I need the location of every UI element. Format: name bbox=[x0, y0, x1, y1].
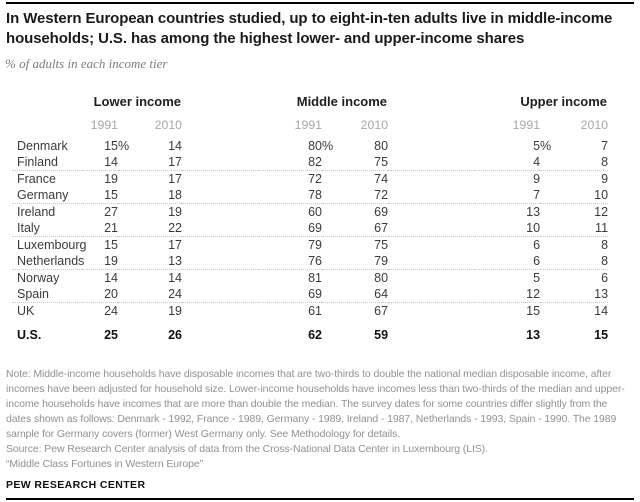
value-cell: 15 bbox=[104, 238, 118, 252]
value-cell: 10 bbox=[540, 187, 608, 204]
value-cell: 25 bbox=[104, 328, 118, 342]
value-cell: 22 bbox=[118, 220, 182, 237]
table-row-denmark bbox=[12, 138, 608, 154]
table-row-uk bbox=[12, 303, 608, 320]
value-cell: 62 bbox=[308, 328, 323, 342]
value-cell: 5% bbox=[533, 139, 552, 153]
income-tier-table bbox=[12, 94, 608, 343]
value-cell: 6 bbox=[533, 238, 541, 252]
year-header-middle-1991: 1991 bbox=[294, 118, 323, 132]
year-header-middle-2010: 2010 bbox=[360, 118, 389, 132]
table-row-finland bbox=[12, 154, 608, 171]
year-header-lower-2010: 2010 bbox=[154, 118, 183, 132]
chart-title: In Western European countries studied, up to eight-in-ten adults live in middle-income households; U.S. has among the highest lower- and upper-income shares bbox=[6, 10, 613, 47]
value-cell: 8 bbox=[540, 253, 608, 270]
country-label: Ireland bbox=[17, 205, 56, 219]
value-cell: 81 bbox=[308, 271, 323, 285]
value-cell: 64 bbox=[322, 286, 388, 303]
value-cell: 8 bbox=[601, 238, 609, 252]
value-cell: 14 bbox=[168, 139, 183, 153]
table-row-luxembourg bbox=[12, 237, 608, 254]
table-row-us bbox=[12, 327, 608, 343]
value-cell: 79 bbox=[308, 238, 323, 252]
value-cell: 21 bbox=[82, 220, 118, 237]
value-cell: 5 bbox=[533, 271, 541, 285]
column-group-upper-income: Upper income bbox=[520, 94, 608, 109]
value-cell: 74 bbox=[374, 172, 389, 186]
value-cell: 4 bbox=[474, 154, 540, 171]
value-cell: 17 bbox=[168, 238, 183, 252]
value-cell: 15 bbox=[82, 187, 118, 204]
column-group-header-row bbox=[12, 94, 608, 113]
column-group-lower-income: Lower income bbox=[93, 94, 182, 109]
year-header-lower-1991: 1991 bbox=[90, 118, 118, 132]
value-cell: 14 bbox=[104, 271, 118, 285]
value-cell: 7 bbox=[474, 187, 540, 204]
row-spacer bbox=[12, 319, 608, 327]
value-cell: 11 bbox=[540, 220, 608, 237]
value-cell: 6 bbox=[601, 271, 609, 285]
value-cell: 10 bbox=[474, 220, 540, 237]
value-cell: 14 bbox=[168, 271, 183, 285]
table-row-italy bbox=[12, 220, 608, 237]
value-cell: 14 bbox=[594, 304, 609, 318]
value-cell: 9 bbox=[601, 172, 609, 186]
value-cell: 13 bbox=[526, 205, 541, 219]
value-cell: 82 bbox=[258, 154, 322, 171]
column-group-middle-income: Middle income bbox=[296, 94, 388, 109]
value-cell: 67 bbox=[374, 304, 389, 318]
value-cell: 17 bbox=[168, 172, 183, 186]
value-cell: 6 bbox=[474, 253, 540, 270]
footnotes bbox=[6, 367, 634, 472]
value-cell: 18 bbox=[118, 187, 182, 204]
table-row-norway bbox=[12, 270, 608, 287]
country-label: Spain bbox=[12, 286, 82, 303]
value-cell: 67 bbox=[322, 220, 388, 237]
country-label: France bbox=[17, 172, 56, 186]
value-cell: 24 bbox=[104, 304, 118, 318]
source-text: Source: Pew Research Center analysis of data from the Cross-National Data Center in Luxembourg (LIS). bbox=[6, 443, 488, 455]
value-cell: 26 bbox=[168, 328, 183, 342]
chart-subtitle: % of adults in each income tier bbox=[5, 56, 168, 71]
value-cell: 15% bbox=[104, 139, 130, 153]
note-text: Note: Middle-income households have disposable incomes that are two-thirds to double the national median disposable income, after incomes have been adjusted for household size. Lower-income households have incomes less than two-thirds of the median and upper-income households have incomes that are more than double the median. The survey dates for some countries differ slightly from the dates shown as follows: Denmark - 1992, France - 1989, Germany - 1989, Ireland - 1987, Netherlands - 1993, Spain - 1990. The 1989 sample for Germany covers (former) West Germany only. See Methodology for details. bbox=[6, 368, 625, 440]
year-header-upper-2010: 2010 bbox=[580, 118, 609, 132]
value-cell: 72 bbox=[308, 172, 323, 186]
value-cell: 69 bbox=[258, 286, 322, 303]
value-cell: 61 bbox=[308, 304, 323, 318]
value-cell: 69 bbox=[258, 220, 322, 237]
table-row-ireland bbox=[12, 204, 608, 221]
value-cell: 80% bbox=[308, 139, 334, 153]
value-cell: 75 bbox=[322, 154, 388, 171]
table-row-germany bbox=[12, 187, 608, 204]
year-header-upper-1991: 1991 bbox=[512, 118, 541, 132]
country-label: Germany bbox=[12, 187, 82, 204]
value-cell: 59 bbox=[374, 328, 389, 342]
year-header-row bbox=[12, 113, 608, 138]
value-cell: 13 bbox=[526, 328, 541, 342]
value-cell: 75 bbox=[374, 238, 389, 252]
top-divider bbox=[6, 2, 634, 4]
country-label: Finland bbox=[12, 154, 82, 171]
value-cell: 7 bbox=[601, 139, 609, 153]
value-cell: 79 bbox=[322, 253, 388, 270]
value-cell: 60 bbox=[308, 205, 323, 219]
table-row-netherlands bbox=[12, 253, 608, 270]
brand-label: PEW RESEARCH CENTER bbox=[6, 479, 146, 491]
value-cell: 19 bbox=[168, 304, 183, 318]
country-label: U.S. bbox=[17, 328, 42, 342]
value-cell: 19 bbox=[104, 172, 118, 186]
value-cell: 8 bbox=[540, 154, 608, 171]
value-cell: 78 bbox=[258, 187, 322, 204]
value-cell: 13 bbox=[118, 253, 182, 270]
table-row-spain bbox=[12, 286, 608, 303]
value-cell: 15 bbox=[526, 304, 541, 318]
table-row-france bbox=[12, 171, 608, 188]
country-label: Denmark bbox=[17, 139, 68, 153]
value-cell: 80 bbox=[374, 271, 389, 285]
country-label: Netherlands bbox=[12, 253, 82, 270]
country-label: Norway bbox=[17, 271, 60, 285]
value-cell: 17 bbox=[118, 154, 182, 171]
value-cell: 15 bbox=[594, 328, 609, 342]
value-cell: 80 bbox=[374, 139, 389, 153]
value-cell: 14 bbox=[82, 154, 118, 171]
value-cell: 19 bbox=[168, 205, 183, 219]
value-cell: 24 bbox=[118, 286, 182, 303]
value-cell: 12 bbox=[474, 286, 540, 303]
report-title-text: “Middle Class Fortunes in Western Europe” bbox=[6, 458, 204, 470]
value-cell: 27 bbox=[104, 205, 118, 219]
country-label: UK bbox=[17, 304, 35, 318]
value-cell: 9 bbox=[533, 172, 541, 186]
country-label: Italy bbox=[12, 220, 82, 237]
value-cell: 19 bbox=[82, 253, 118, 270]
value-cell: 72 bbox=[322, 187, 388, 204]
value-cell: 13 bbox=[540, 286, 608, 303]
value-cell: 69 bbox=[374, 205, 389, 219]
value-cell: 12 bbox=[594, 205, 609, 219]
value-cell: 76 bbox=[258, 253, 322, 270]
country-label: Luxembourg bbox=[17, 238, 87, 252]
value-cell: 20 bbox=[82, 286, 118, 303]
